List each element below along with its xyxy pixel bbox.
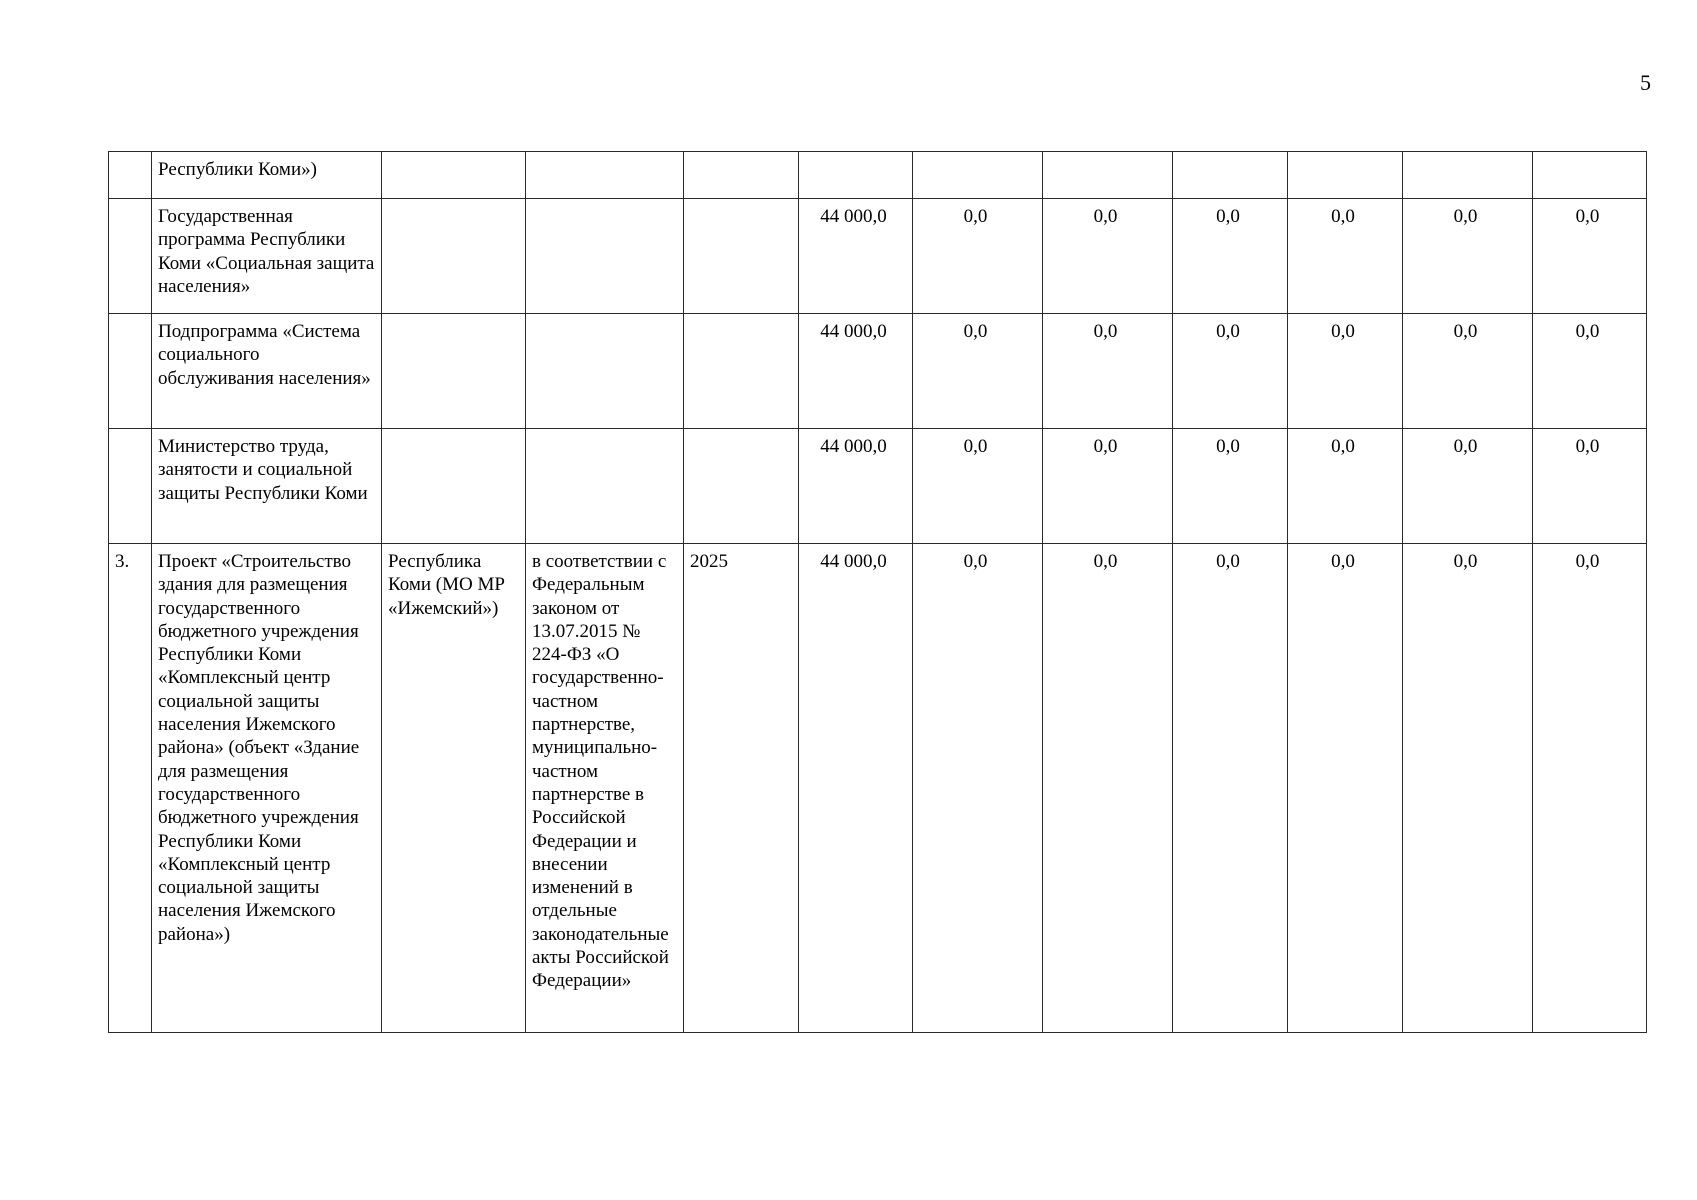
page-number: 5 [1640,70,1651,95]
cell-basis [526,152,684,199]
cell-year [684,152,799,199]
table-row [109,152,1647,199]
cell-year [684,199,799,314]
cell-territory: Республика Коми (МО МР «Ижемский») [382,544,526,1033]
cell-value: 0,0 [1533,314,1647,429]
cell-number [109,152,152,199]
cell-value: 0,0 [1043,314,1173,429]
cell-name: Подпрограмма «Система социального обслуживания населения» [152,314,382,429]
cell-value [1288,152,1403,199]
cell-value [1043,152,1173,199]
table-row [109,199,1647,314]
cell-value: 44 000,0 [799,544,913,1033]
cell-number [109,199,152,314]
cell-value [1173,152,1288,199]
cell-number [109,429,152,544]
cell-value: 0,0 [1173,429,1288,544]
cell-basis [526,314,684,429]
cell-value [913,152,1043,199]
cell-value: 0,0 [1403,429,1533,544]
cell-basis [526,199,684,314]
cell-year: 2025 [684,544,799,1033]
cell-value: 0,0 [1403,314,1533,429]
cell-value: 0,0 [913,429,1043,544]
cell-territory [382,429,526,544]
cell-value: 0,0 [1533,429,1647,544]
cell-value: 0,0 [1173,544,1288,1033]
cell-value: 0,0 [1173,314,1288,429]
cell-value: 0,0 [1533,199,1647,314]
cell-territory [382,152,526,199]
cell-name: Министерство труда, занятости и социальной защиты Республики Коми [152,429,382,544]
cell-value: 0,0 [913,544,1043,1033]
cell-basis [526,429,684,544]
cell-value [799,152,913,199]
table-row [109,429,1647,544]
cell-name: Государственная программа Республики Коми «Социальная защита населения» [152,199,382,314]
cell-value: 44 000,0 [799,199,913,314]
cell-value: 0,0 [1288,314,1403,429]
cell-name: Республики Коми») [152,152,382,199]
cell-value [1533,152,1647,199]
cell-basis: в соответствии с Федеральным законом от 13.07.2015 № 224-ФЗ «О государственно-частном партнерстве, муниципально-частном партнерстве в Российской Федерации и внесении изменений в отдельные законодательные акты Российской Федерации» [526,544,684,1033]
cell-number: 3. [109,544,152,1033]
cell-value: 0,0 [1533,544,1647,1033]
cell-number [109,314,152,429]
cell-value: 0,0 [1288,429,1403,544]
cell-year [684,314,799,429]
cell-value: 44 000,0 [799,314,913,429]
cell-value: 0,0 [1403,544,1533,1033]
cell-value: 0,0 [1043,199,1173,314]
cell-value: 44 000,0 [799,429,913,544]
cell-value: 0,0 [1173,199,1288,314]
cell-value: 0,0 [1043,544,1173,1033]
cell-value: 0,0 [1403,199,1533,314]
table-row [109,314,1647,429]
cell-value: 0,0 [1288,544,1403,1033]
cell-year [684,429,799,544]
table-row [109,544,1647,1033]
cell-value [1403,152,1533,199]
financing-table [108,151,1647,1033]
cell-value: 0,0 [1288,199,1403,314]
cell-value: 0,0 [1043,429,1173,544]
cell-territory [382,199,526,314]
cell-value: 0,0 [913,199,1043,314]
cell-territory [382,314,526,429]
cell-name: Проект «Строительство здания для размещения государственного бюджетного учреждения Республики Коми «Комплексный центр социальной защиты населения Ижемского района» (объект «Здание для размещения государственного бюджетного учреждения Республики Коми «Комплексный центр социальной защиты населения Ижемского района») [152,544,382,1033]
cell-value: 0,0 [913,314,1043,429]
